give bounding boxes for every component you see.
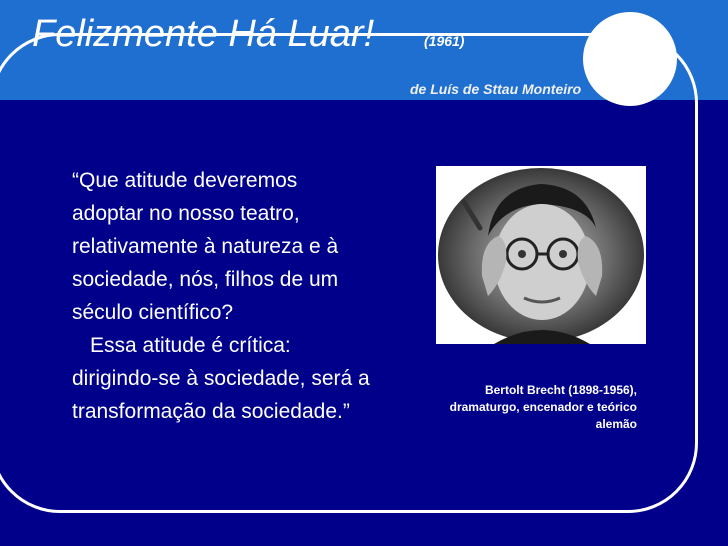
quote-paragraph-2: Essa atitude é crítica: dirigindo-se à sociedade, será a transformação da sociedade.” — [72, 334, 370, 423]
quote-paragraph-1: “Que atitude deveremos adoptar no nosso teatro, relativamente à natureza e à sociedade, nós, filhos de um século científico? — [72, 169, 339, 324]
portrait-photo — [436, 166, 646, 344]
quote-text — [72, 164, 372, 428]
slide-title: Felizmente Há Luar! — [32, 13, 375, 55]
portrait-image — [436, 166, 646, 344]
image-caption: Bertolt Brecht (1898-1956), dramaturgo, encenador e teórico alemão — [449, 383, 637, 431]
title-year: (1961) — [424, 33, 465, 49]
decorative-circle — [583, 12, 677, 106]
slide-subtitle: de Luís de Sttau Monteiro — [410, 81, 582, 97]
